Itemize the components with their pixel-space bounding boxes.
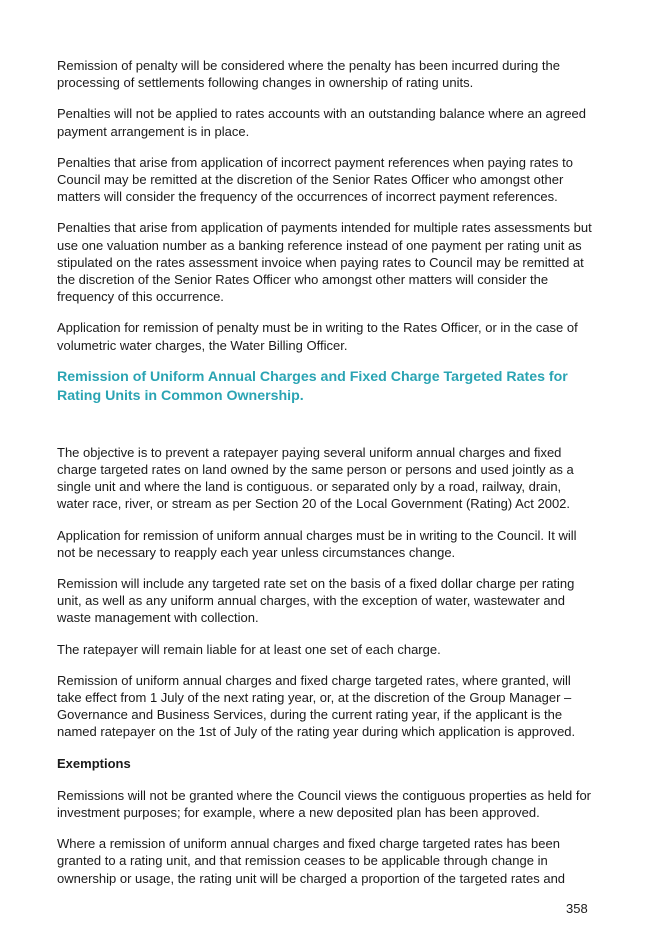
paragraph-penalty-payment-arrangement: Penalties will not be applied to rates accounts with an outstanding balance where an agreed payment arrangement is in place. [57,106,587,139]
paragraph-penalty-multiple-assessments: Penalties that arise from application of payments intended for multiple rates assessments but use one valuation number as a banking reference instead of one payment per rating unit as stipulated on the rates assessment invoice when paying rates to Council may be remitted at the discretion of the Senior Rates Officer who amongst other matters will consider the frequency of this occurrence. [57,220,592,305]
document-page [57,57,593,901]
section-spacer [57,406,593,444]
paragraph-exemption-investment: Remissions will not be granted where the Council views the contiguous properties as held for investment purposes; for example, where a new deposited plan has been approved. [57,787,592,820]
paragraph-penalty-application: Application for remission of penalty must be in writing to the Rates Officer, or in the case of volumetric water charges, the Water Billing Officer. [57,320,578,353]
paragraph-penalty-settlements: Remission of penalty will be considered where the penalty has been incurred during the processing of settlements following changes in ownership of rating units. [57,58,560,91]
paragraph-remission-scope: Remission will include any targeted rate set on the basis of a fixed dollar charge per rating unit, as well as any uniform annual charges, with the exception of water, wastewater and waste management with collection. [57,576,575,626]
paragraph-exemption-change-ownership: Where a remission of uniform annual charges and fixed charge targeted rates has been granted to a rating unit, and that remission ceases to be applicable through change in ownership or usage, the rating unit will be charged a proportion of the targeted rates and [57,836,566,886]
paragraph-penalty-incorrect-references: Penalties that arise from application of incorrect payment references when paying rates to Council may be remitted at the discretion of the Senior Rates Officer who amongst other matters will consider the frequency of the occurrences of incorrect payment references. [57,154,573,205]
paragraph-application-uac: Application for remission of uniform annual charges must be in writing to the Council. It will not be necessary to reapply each year unless circumstances change. [57,527,577,560]
section-heading: Remission of Uniform Annual Charges and Fixed Charge Targeted Rates for Rating Units in Common Ownership. [57,368,568,404]
paragraph-effective-date: Remission of uniform annual charges and fixed charge targeted rates, where granted, will take effect from 1 July of the next rating year, or, at the discretion of the Group Manager – Governance and Business Services, during the current rating year, if the applicant is the named ratepayer on the 1st of July of the rating year during which application is approved. [57,672,576,740]
page-number: 358 [566,901,588,916]
exemptions-heading: Exemptions [57,755,131,771]
paragraph-objective: The objective is to prevent a ratepayer paying several uniform annual charges and fixed charge targeted rates on land owned by the same person or persons and used jointly as a single unit and where the land is contiguous. or separated only by a road, railway, drain, water race, river, or stream as per Section 20 of the Local Government (Rating) Act 2002. [57,444,574,512]
paragraph-liability: The ratepayer will remain liable for at least one set of each charge. [57,641,441,657]
